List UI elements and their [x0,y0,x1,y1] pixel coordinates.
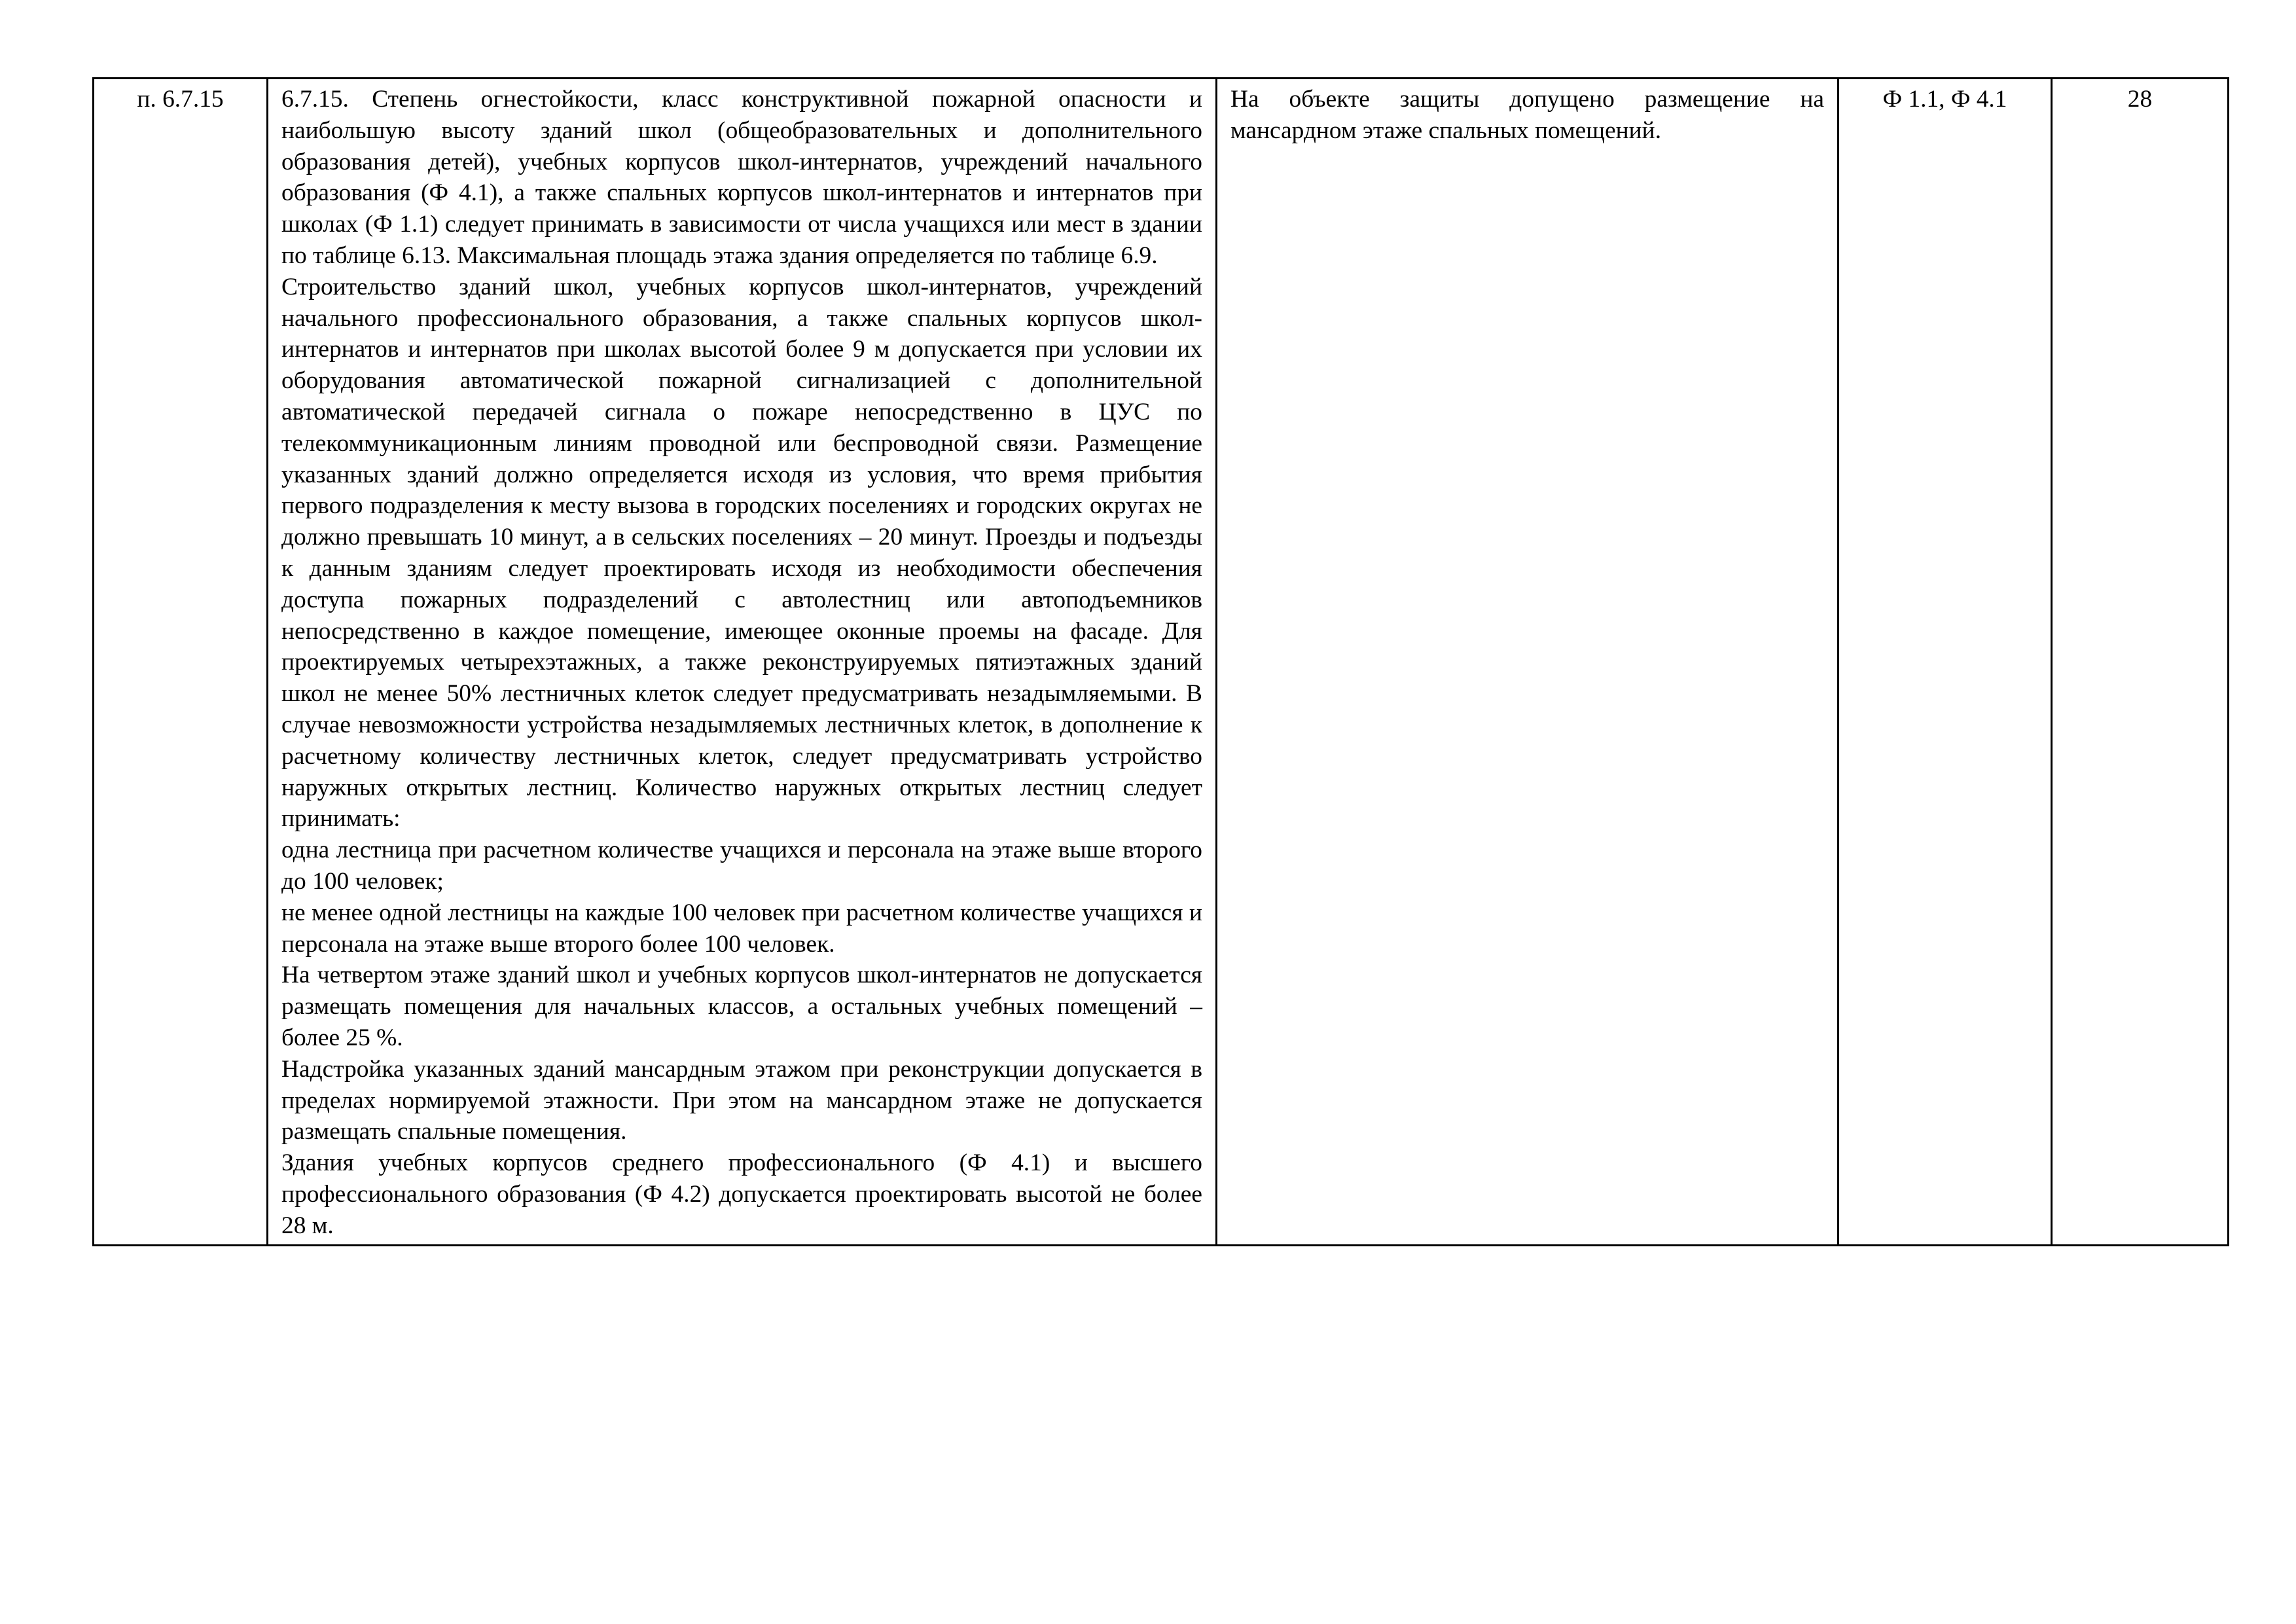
requirement-text-cell [268,79,1217,1246]
requirement-paragraph: не менее одной лестницы на каждые 100 человек при расчетном количестве учащихся и персонала на этаже выше второго более 100 человек. [281,899,1202,958]
clause-ref-cell: п. 6.7.15 [94,79,268,1246]
table-row [94,79,2229,1246]
requirement-paragraph: Надстройка указанных зданий мансардным этажом при реконструкции допускается в пределах нормируемой этажности. При этом на мансардном этаже не допускается размещать спальные помещения. [281,1055,1202,1146]
number-cell: 28 [2052,79,2229,1246]
violation-cell: На объекте защиты допущено размещение на мансардном этаже спальных помещений. [1217,79,1839,1246]
requirement-paragraph: Строительство зданий школ, учебных корпусов школ-интернатов, учреждений начального профессионального образования, а также спальных корпусов школ-интернатов и интернатов при школах высотой более 9 м допускается при условии их оборудования автоматической пожарной сигнализацией с дополнительной автоматической передачей сигнала о пожаре непосредственно в ЦУС по телекоммуникационным линиям проводной или беспроводной связи. Размещение указанных зданий должно определяется исходя из условия, что время прибытия первого подразделения к месту вызова в городских поселениях и городских округах не должно превышать 10 минут, а в сельских поселениях – 20 минут. Проезды и подъезды к данным зданиям следует проектировать исходя из необходимости обеспечения доступа пожарных подразделений с автолестниц или автоподъемников непосредственно в каждое помещение, имеющее оконные проемы на фасаде. Для проектируемых четырехэтажных, а также реконструируемых пятиэтажных зданий школ не менее 50% лестничных клеток следует предусматривать незадымляемыми. В случае невозможности устройства незадымляемых лестничных клеток, в дополнение к расчетному количеству лестничных клеток, следует предусматривать устройство наружных открытых лестниц. Количество наружных открытых лестниц следует принимать: [281,273,1202,833]
requirement-paragraph: На четвертом этаже зданий школ и учебных корпусов школ-интернатов не допускается размещать помещения для начальных классов, а остальных учебных помещений – более 25 %. [281,962,1202,1051]
requirement-paragraph: одна лестница при расчетном количестве учащихся и персонала на этаже выше второго до 100 человек; [281,837,1202,895]
classes-cell: Ф 1.1, Ф 4.1 [1839,79,2052,1246]
requirement-paragraph: 6.7.15. Степень огнестойкости, класс конструктивной пожарной опасности и наибольшую высоту зданий школ (общеобразовательных и дополнительного образования детей), учебных корпусов школ-интернатов, учреждений начального образования (Ф 4.1), а также спальных корпусов школ-интернатов и интернатов при школах (Ф 1.1) следует принимать в зависимости от числа учащихся или мест в здании по таблице 6.13. Максимальная площадь этажа здания определяется по таблице 6.9. [281,86,1202,269]
requirements-table [92,77,2229,1246]
requirement-paragraph: Здания учебных корпусов среднего профессионального (Ф 4.1) и высшего профессионального образования (Ф 4.2) допускается проектировать высотой не более 28 м. [281,1149,1202,1239]
